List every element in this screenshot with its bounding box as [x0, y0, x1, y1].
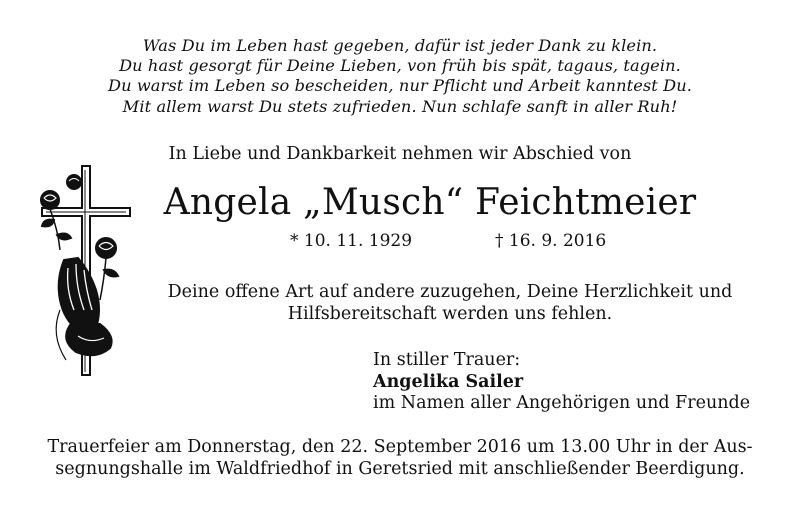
birth-date: * 10. 11. 1929 [290, 231, 413, 251]
deceased-name: Angela „Musch“ Feichtmeier [163, 182, 697, 223]
tribute-text [130, 282, 770, 325]
mourners-heading: In stiller Trauer: [373, 350, 521, 370]
mourner-name: Angelika Sailer [373, 371, 524, 392]
memorial-poem [60, 36, 740, 117]
tribute-line-1: Deine offene Art auf andere zuzugehen, Deine Herzlichkeit und [167, 282, 733, 302]
cross-with-roses-and-praying-hands-icon [30, 160, 140, 382]
poem-line-4: Mit allem warst Du stets zufrieden. Nun schlafe sanft in aller Ruh! [122, 96, 678, 116]
funeral-line-2: segnungshalle im Waldfriedhof in Geretsried mit anschließender Beerdigung. [55, 458, 745, 479]
farewell-intro: In Liebe und Dankbarkeit nehmen wir Abschied von [168, 144, 632, 164]
poem-line-2: Du hast gesorgt für Deine Lieben, von früh bis spät, tagaus, tagein. [119, 56, 681, 76]
funeral-line-1: Trauerfeier am Donnerstag, den 22. September 2016 um 13.00 Uhr in der Aus- [47, 437, 753, 457]
poem-line-1: Was Du im Leben hast gegeben, dafür ist jeder Dank zu klein. [142, 36, 658, 55]
poem-line-3: Du warst im Leben so bescheiden, nur Pflicht und Arbeit kanntest Du. [108, 76, 692, 96]
mourners-block [373, 350, 750, 415]
death-date: † 16. 9. 2016 [495, 231, 607, 251]
funeral-details [20, 437, 780, 480]
mourners-others: im Namen aller Angehörigen und Freunde [373, 393, 751, 413]
tribute-line-2: Hilfsbereitschaft werden uns fehlen. [287, 303, 613, 324]
